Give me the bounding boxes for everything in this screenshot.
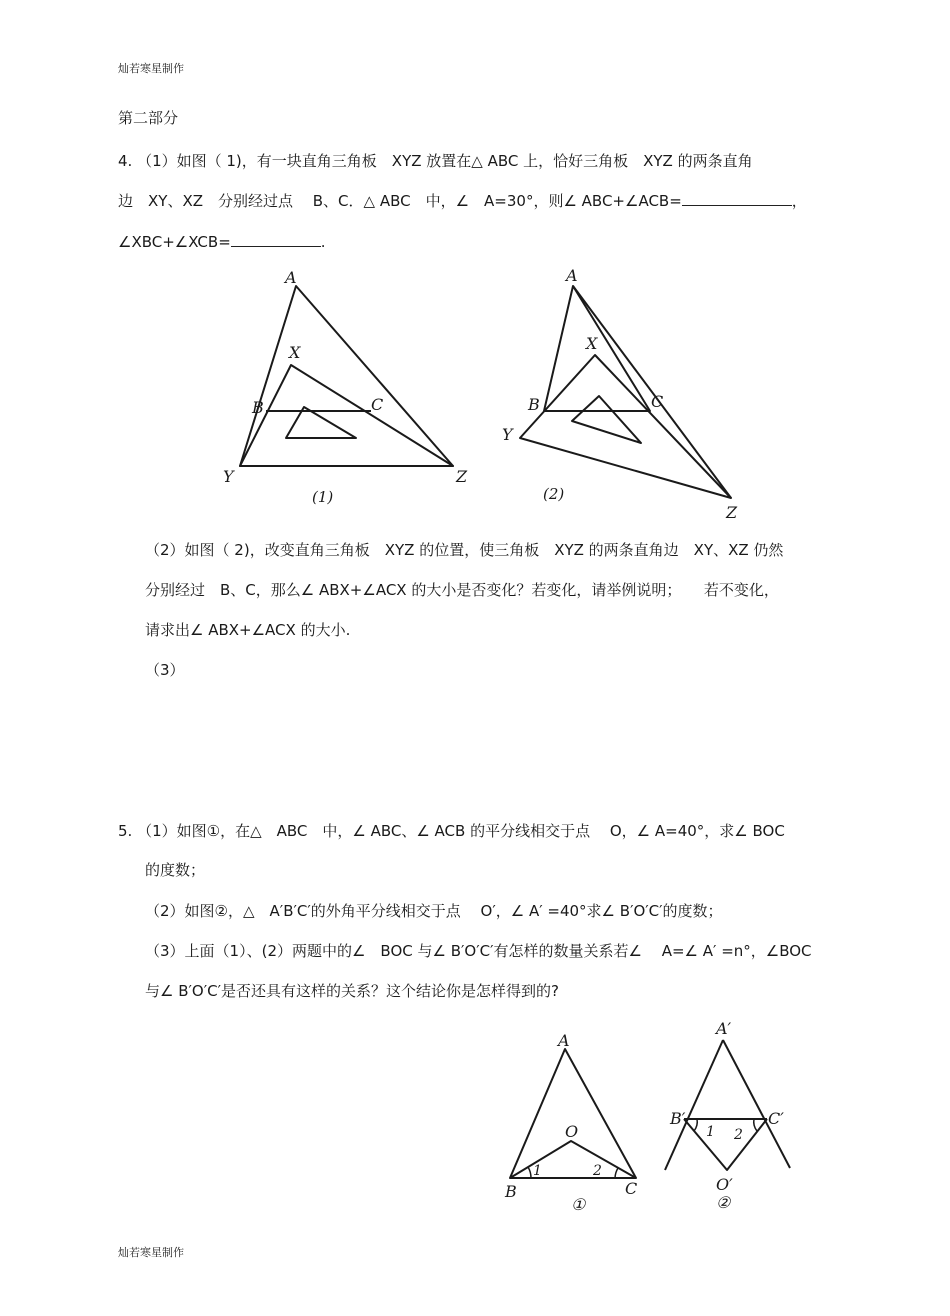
- label-c-fig1: C: [371, 395, 384, 414]
- label-angle-1-prime: 1: [706, 1124, 715, 1140]
- triangle-xyz-fig1: [240, 365, 453, 466]
- inner-triangle-fig2: [572, 396, 641, 443]
- angle-arc-1: [528, 1167, 531, 1178]
- label-a-fig2: A: [566, 266, 578, 285]
- q4-line-3-text: ∠XBC+∠XCB=: [118, 233, 231, 251]
- label-b-prime: B′: [670, 1109, 686, 1128]
- label-y-fig2: Y: [502, 425, 513, 444]
- label-a-prime: A′: [716, 1019, 732, 1038]
- q5-figure-2: [665, 1040, 790, 1170]
- angle-arc-1-prime: [694, 1119, 697, 1131]
- q4-line-1: 4. （1）如图（ 1)，有一块直角三角板 XYZ 放置在△ ABC 上，恰好三角板 XYZ 的两条直角: [118, 152, 753, 170]
- q5-figure-1: [510, 1049, 636, 1178]
- line-ab-extended: [665, 1040, 723, 1170]
- triangle-abc-fig-circle1: [510, 1049, 636, 1178]
- label-z-fig1: Z: [456, 467, 468, 486]
- caption-circle1: ①: [571, 1195, 586, 1214]
- page-header: 灿若寒星制作: [118, 62, 184, 75]
- line-ac-extended: [723, 1040, 790, 1168]
- label-o-prime: O′: [716, 1175, 733, 1194]
- label-angle-2: 2: [593, 1163, 602, 1179]
- q4-figure-2: [520, 286, 731, 498]
- label-angle-1: 1: [533, 1163, 542, 1179]
- label-x-fig1: X: [289, 343, 301, 362]
- q4-part2-line-2: 分别经过 B、C，那么∠ ABX+∠ACX 的大小是否变化？若变化，请举例说明； 若不变化，: [145, 581, 779, 599]
- label-c-fig2: C: [651, 392, 664, 411]
- q5-line-4: （3）上面（1）、(2）两题中的∠ BOC 与∠ B′O′C′有怎样的数量关系若∠ A=∠ A′ =n°，∠BOC: [145, 942, 812, 960]
- label-b-circle1: B: [505, 1182, 517, 1201]
- q4-line-3-end: .: [320, 233, 326, 251]
- q5-line-1: 5. （1）如图①，在△ ABC 中，∠ ABC、∠ ACB 的平分线相交于点 O，∠ A=40°，求∠ BOC: [118, 822, 785, 840]
- section-title: 第二部分: [118, 109, 179, 127]
- q4-figure-1: [240, 286, 453, 466]
- label-a-fig1: A: [285, 268, 297, 287]
- label-c-prime: C′: [768, 1109, 784, 1128]
- caption-fig1: (1): [312, 488, 334, 506]
- label-a-circle1: A: [558, 1031, 570, 1050]
- q4-line-2-text: 边 XY、XZ 分别经过点 B、C．△ ABC 中，∠ A=30°，则∠ ABC+∠ACB=: [118, 192, 682, 210]
- angle-arc-2-prime: [754, 1119, 757, 1131]
- label-b-fig2: B: [528, 395, 540, 414]
- q4-part2-line-3: 请求出∠ ABX+∠ACX 的大小.: [145, 621, 351, 639]
- label-angle-2-prime: 2: [734, 1127, 743, 1143]
- bisectors-bo-co: [510, 1141, 636, 1178]
- caption-fig2: (2): [543, 485, 565, 503]
- q4-part2-line-1: （2）如图（ 2)，改变直角三角板 XYZ 的位置，使三角板 XYZ 的两条直角边 XY、XZ 仍然: [145, 541, 784, 559]
- q5-line-2: 的度数；: [145, 861, 206, 879]
- caption-circle2: ②: [716, 1193, 731, 1212]
- angle-arc-2: [615, 1168, 618, 1178]
- q4-part3: （3）: [145, 661, 185, 679]
- label-y-fig1: Y: [223, 467, 234, 486]
- label-c-circle1: C: [625, 1179, 638, 1198]
- q4-line-2-end: ，: [791, 192, 807, 210]
- q5-line-5: 与∠ B′O′C′是否还具有这样的关系？这个结论你是怎样得到的?: [145, 982, 559, 1000]
- page-footer: 灿若寒星制作: [118, 1246, 184, 1259]
- label-z-fig2: Z: [726, 503, 738, 522]
- label-x-fig2: X: [586, 334, 598, 353]
- q5-line-3: （2）如图②，△ A′B′C′的外角平分线相交于点 O′，∠ A′ =40°求∠ B′O′C′的度数；: [145, 902, 723, 920]
- label-o-circle1: O: [565, 1122, 579, 1141]
- label-b-fig1: B: [252, 398, 264, 417]
